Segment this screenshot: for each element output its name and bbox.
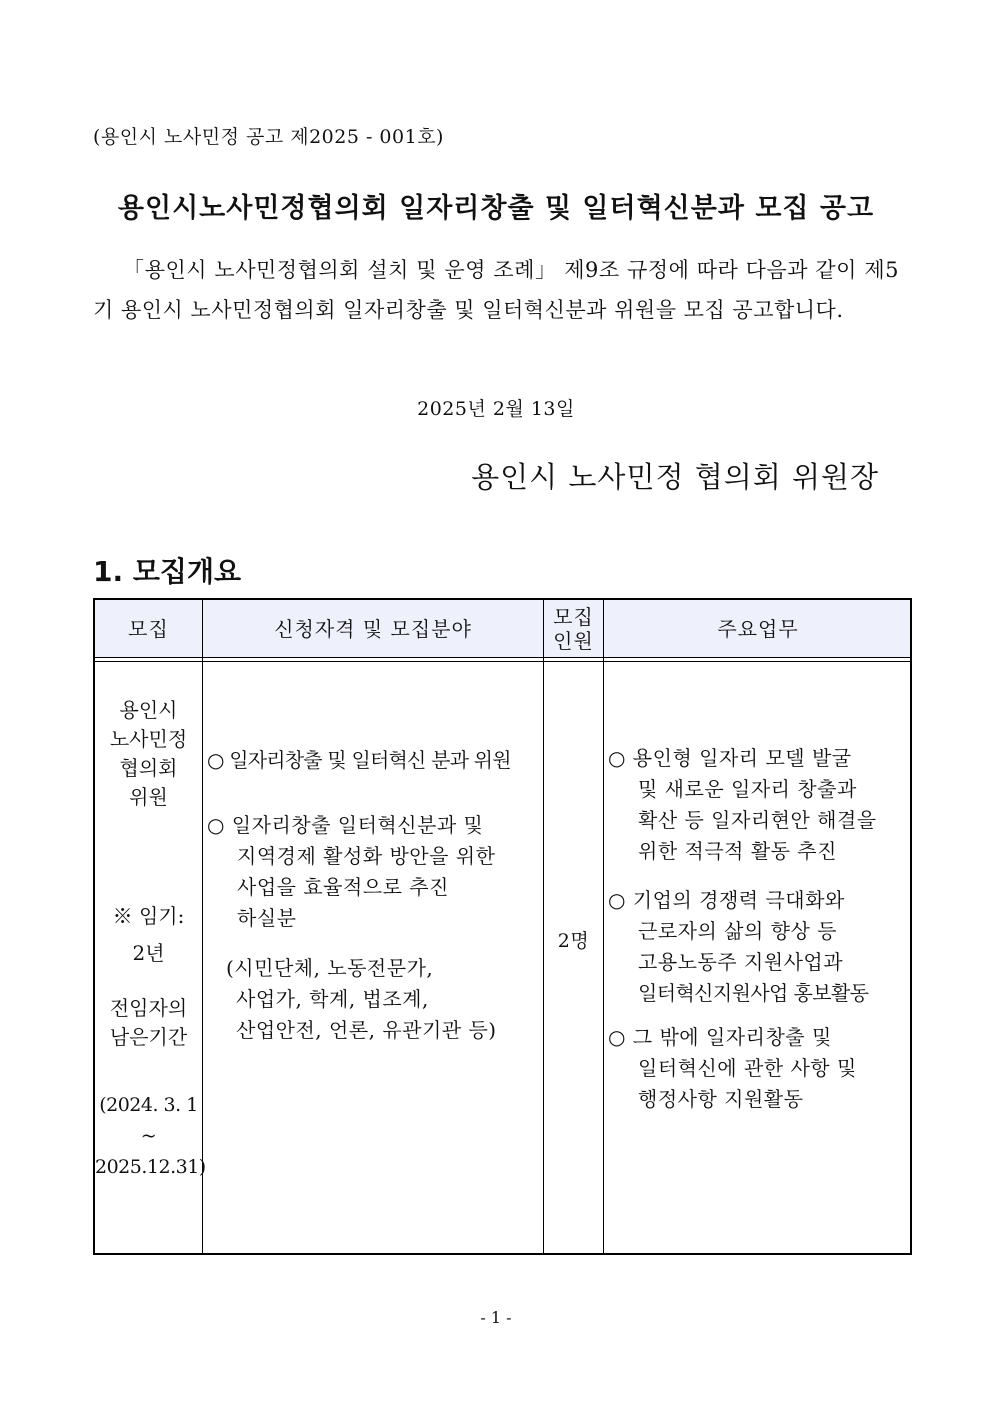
term-period xyxy=(95,1090,206,1183)
duty-line: ○ 기업의 경쟁력 극대화와 xyxy=(608,888,845,912)
header-qualification: 신청자격 및 모집분야 xyxy=(274,616,472,641)
recruit-target-line: 위원 xyxy=(129,785,168,809)
duty-line: 고용노동주 지원사업과 xyxy=(638,950,844,974)
term-note xyxy=(95,994,202,1052)
term-note-line: 전임자의 xyxy=(109,996,188,1020)
recruit-target-line: 협의회 xyxy=(119,756,178,780)
duty-line: 확산 등 일자리현안 해결을 xyxy=(638,808,877,832)
duty-line: 행정사항 지원활동 xyxy=(638,1087,804,1111)
notice-number: (용인시 노사민정 공고 제2025 - 001호) xyxy=(93,126,444,148)
qualification-line: 지역경제 활성화 방안을 위한 xyxy=(237,844,496,868)
qualification-item xyxy=(207,810,541,934)
qualification-line: ○ 일자리창출 일터혁신분과 및 xyxy=(207,813,484,837)
duty-line: 일터혁신지원사업 홍보활동 xyxy=(638,981,869,1005)
qualification-line: 사업을 효율적으로 추진 xyxy=(237,875,449,899)
field-item: ○ 일자리창출 및 일터혁신 분과 위원 xyxy=(207,748,511,772)
page-number: - 1 - xyxy=(480,1308,512,1327)
section-title: 1. 모집개요 xyxy=(93,555,242,588)
headcount: 2명 xyxy=(557,930,590,952)
recruit-target-line: 노사민정 xyxy=(109,727,188,751)
header-divider xyxy=(95,657,910,658)
duty-line: 일터혁신에 관한 사항 및 xyxy=(638,1056,857,1080)
document-title: 용인시노사민정협의회 일자리창출 및 일터혁신분과 모집 공고 xyxy=(117,193,875,224)
duty-line: 근로자의 삶의 향상 등 xyxy=(638,919,837,943)
notice-body: 「용인시 노사민정협의회 설치 및 운영 조례」 제9조 규정에 따라 다음과 같이 제5기 용인시 노사민정협의회 일자리창출 및 일터혁신분과 위원을 모집 공고합니다. xyxy=(93,258,899,322)
term-period-line: ~ xyxy=(140,1125,157,1147)
duty-line: 및 새로운 일자리 창출과 xyxy=(638,777,857,801)
term-note-line: 남은기간 xyxy=(109,1025,188,1049)
header-headcount-line2: 인원 xyxy=(553,628,594,653)
header-headcount xyxy=(544,600,603,657)
applicant-categories xyxy=(226,953,541,1046)
header-divider-double xyxy=(95,661,910,662)
recruitment-table xyxy=(93,598,912,1255)
categories-line: 산업안전, 언론, 유관기관 등) xyxy=(236,1018,497,1042)
header-headcount-line1: 모집 xyxy=(553,604,594,629)
term-period-line: 2025.12.31) xyxy=(95,1156,206,1178)
duty-item xyxy=(608,743,911,867)
header-recruit: 모집 xyxy=(128,616,169,641)
duty-line: 위한 적극적 활동 추진 xyxy=(638,839,837,863)
column-divider xyxy=(603,600,604,1253)
duty-item xyxy=(608,1022,911,1115)
duty-line: ○ 용인형 일자리 모델 발굴 xyxy=(608,746,852,770)
categories-line: 사업가, 학계, 법조계, xyxy=(236,987,429,1011)
qualification-line: 하실분 xyxy=(237,906,297,930)
duty-line: ○ 그 밖에 일자리창출 및 xyxy=(608,1025,832,1049)
term-label: ※ 임기: xyxy=(112,904,185,928)
recruit-target-line: 용인시 xyxy=(119,698,178,722)
categories-line: (시민단체, 노동전문가, xyxy=(226,956,434,980)
notice-date: 2025년 2월 13일 xyxy=(417,398,575,420)
recruit-target xyxy=(95,696,202,812)
signer: 용인시 노사민정 협의회 위원장 xyxy=(471,460,879,494)
term-period-line: (2024. 3. 1 xyxy=(99,1094,198,1116)
duty-item xyxy=(608,885,911,1009)
header-duties: 주요업무 xyxy=(717,616,799,641)
term-value: 2년 xyxy=(132,941,165,965)
